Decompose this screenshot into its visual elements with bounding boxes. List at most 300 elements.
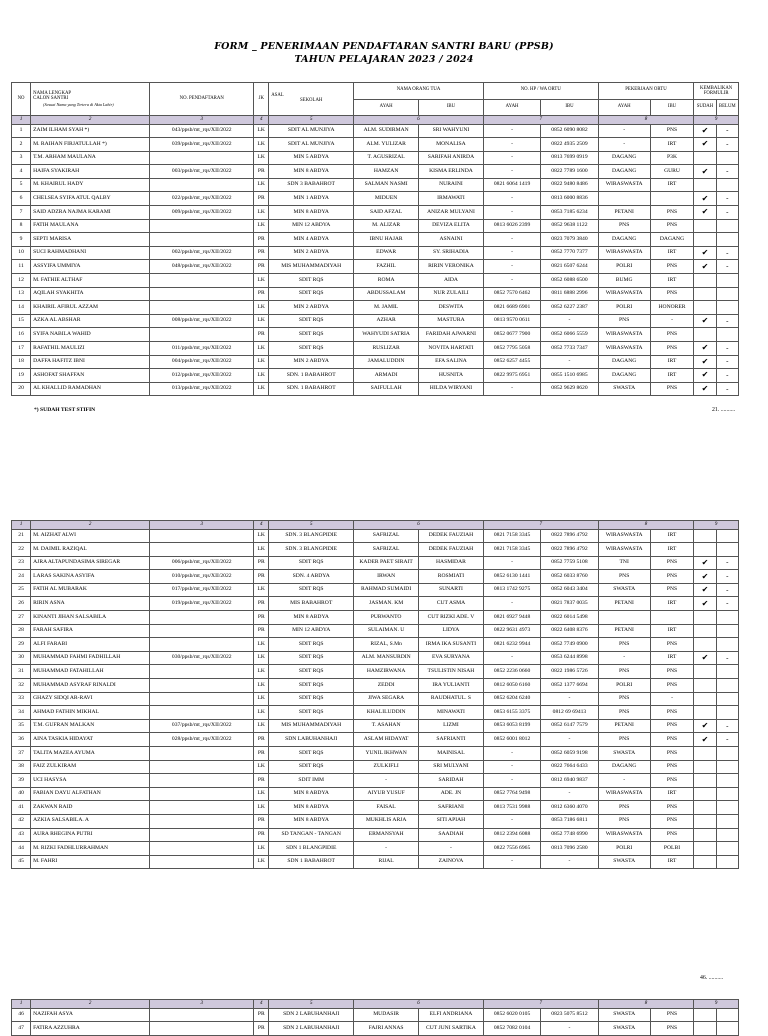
- mother-phone: 0852 7770 7377: [541, 246, 598, 260]
- mother-occupation: DAGANG: [650, 233, 694, 247]
- father-occupation: WIRASWASTA: [598, 287, 650, 301]
- registration-number: 022/ppsb/mt_rqs/XII/2022: [150, 192, 254, 206]
- table-row: [12, 301, 739, 315]
- returned-yes: ✔: [694, 583, 716, 597]
- mother-phone: -: [541, 787, 598, 801]
- column-number-row: [12, 1000, 739, 1009]
- father-name: MUDASIR: [354, 1008, 419, 1022]
- row-number: 4: [12, 165, 31, 179]
- gender: LK: [254, 382, 269, 396]
- registration-number: 039/ppsb/mt_rqs/XII/2022: [150, 138, 254, 152]
- returned-yes: [694, 814, 716, 828]
- returned-yes: ✔: [694, 314, 716, 328]
- mother-name: FARIDAH AJWARNI: [419, 328, 484, 342]
- column-number: 8: [598, 1000, 694, 1009]
- mother-occupation: -: [650, 314, 694, 328]
- mother-name: ASNAINI: [419, 233, 484, 247]
- row-number: 42: [12, 814, 31, 828]
- column-number: 4: [254, 521, 269, 530]
- student-name: AHMAD FATHIN MIKHAL: [31, 706, 150, 720]
- origin-school: SDIT RQS: [269, 638, 354, 652]
- table-row: [12, 206, 739, 220]
- student-name: AJRA ALTAPUNDASIMA SIREGAR: [31, 556, 150, 570]
- mother-name: EFA SALINA: [419, 355, 484, 369]
- father-occupation: BUMG: [598, 274, 650, 288]
- header-kerja-ibu: IBU: [650, 99, 694, 116]
- mother-occupation: IRT: [650, 597, 694, 611]
- returned-no: -: [716, 165, 738, 179]
- header-ibu: IBU: [419, 99, 484, 116]
- row-number: 29: [12, 638, 31, 652]
- row-number: 34: [12, 706, 31, 720]
- origin-school: SDN 3 BABAHROT: [269, 178, 354, 192]
- father-name: FAZHIL: [354, 260, 419, 274]
- father-occupation: SWASTA: [598, 747, 650, 761]
- father-occupation: PETANI: [598, 624, 650, 638]
- father-occupation: WIRASWASTA: [598, 246, 650, 260]
- header-no-pendaftaran: NO. PENDAFTARAN: [150, 83, 254, 116]
- origin-school: SDIT RQS: [269, 328, 354, 342]
- returned-no: -: [716, 192, 738, 206]
- row-number: 18: [12, 355, 31, 369]
- row-number: 45: [12, 855, 31, 869]
- mother-occupation: [650, 611, 694, 625]
- gender: LK: [254, 706, 269, 720]
- header-pekerjaan: PEKERJAAN ORTU: [598, 83, 694, 100]
- row-number: 22: [12, 543, 31, 557]
- father-phone: 0812 6050 6160: [483, 679, 540, 693]
- returned-yes: ✔: [694, 556, 716, 570]
- mother-name: CUT ASMA: [419, 597, 484, 611]
- father-occupation: POLRI: [598, 260, 650, 274]
- row-number: 10: [12, 246, 31, 260]
- row-number: 15: [12, 314, 31, 328]
- father-phone: -: [483, 165, 540, 179]
- mother-name: SY. SRIHADIA: [419, 246, 484, 260]
- mother-name: SITI APIAH: [419, 814, 484, 828]
- student-name: AL KHALLID RAMADHAN: [31, 382, 150, 396]
- father-name: HAMZIRWANA: [354, 665, 419, 679]
- student-name: MUHAMMAD ASYRAF RINALDI: [31, 679, 150, 693]
- father-occupation: PNS: [598, 706, 650, 720]
- father-phone: -: [483, 246, 540, 260]
- registration-number: [150, 692, 254, 706]
- mother-phone: 0853 7185 6234: [541, 206, 598, 220]
- row-number: 19: [12, 369, 31, 383]
- table-row: [12, 192, 739, 206]
- father-name: JIWA SEGARA: [354, 692, 419, 706]
- father-name: RIZAL, S.Mn: [354, 638, 419, 652]
- student-name: FABIAN DAYU ALFATHAN: [31, 787, 150, 801]
- returned-no: [716, 801, 738, 815]
- column-number: 5: [269, 521, 354, 530]
- father-name: AIYUB YUSUF: [354, 787, 419, 801]
- father-occupation: SWASTA: [598, 1022, 650, 1036]
- returned-yes: [694, 828, 716, 842]
- mother-occupation: [650, 192, 694, 206]
- column-number: 3: [150, 1000, 254, 1009]
- column-number-row: [12, 116, 739, 125]
- returned-no: [716, 855, 738, 869]
- registration-number: [150, 233, 254, 247]
- row-number: 6: [12, 192, 31, 206]
- gender: LK: [254, 801, 269, 815]
- origin-school: SDIT RQS: [269, 651, 354, 665]
- row-number: 23: [12, 556, 31, 570]
- gender: PR: [254, 287, 269, 301]
- column-number: 9: [694, 1000, 739, 1009]
- father-phone: -: [483, 274, 540, 288]
- header-no: NO: [12, 83, 31, 116]
- father-occupation: [598, 611, 650, 625]
- mother-name: HASMIDAR: [419, 556, 484, 570]
- father-occupation: POLRI: [598, 301, 650, 315]
- mother-phone: 0852 6090 8082: [541, 124, 598, 138]
- returned-yes: ✔: [694, 382, 716, 396]
- header-asal: [269, 83, 354, 116]
- gender: LK: [254, 651, 269, 665]
- header-jk: JK: [254, 83, 269, 116]
- origin-school: SDN. 1 BABAHROT: [269, 382, 354, 396]
- table-row: [12, 246, 739, 260]
- mother-name: SARIFAH ANIRDA: [419, 151, 484, 165]
- student-name: ZAIM ILHAM SYAH *): [31, 124, 150, 138]
- column-number: 6: [354, 116, 484, 125]
- table-row: [12, 543, 739, 557]
- origin-school: MIS BABAHROT: [269, 597, 354, 611]
- returned-yes: [694, 774, 716, 788]
- gender: LK: [254, 369, 269, 383]
- father-occupation: WIRASWASTA: [598, 529, 650, 543]
- father-phone: 0812 2394 6088: [483, 828, 540, 842]
- header-kerja-ayah: AYAH: [598, 99, 650, 116]
- table-row: [12, 814, 739, 828]
- student-name: T.M. ARHAM MAULANA: [31, 151, 150, 165]
- returned-no: -: [716, 583, 738, 597]
- row-number: 47: [12, 1022, 31, 1036]
- table-row: [12, 679, 739, 693]
- mother-occupation: PNS: [650, 814, 694, 828]
- father-phone: -: [483, 556, 540, 570]
- returned-no: -: [716, 246, 738, 260]
- father-occupation: SWASTA: [598, 583, 650, 597]
- registration-number: [150, 665, 254, 679]
- header-belum: BELUM: [716, 99, 738, 116]
- returned-yes: [694, 301, 716, 315]
- table-row: [12, 801, 739, 815]
- student-name: M. RAIHAN FIRJATULLAH *): [31, 138, 150, 152]
- table-row: [12, 611, 739, 625]
- mother-occupation: PNS: [650, 556, 694, 570]
- father-name: PURWANTO: [354, 611, 419, 625]
- mother-phone: 0852 6088 6500: [541, 274, 598, 288]
- mother-name: SUNARTI: [419, 583, 484, 597]
- row-number: 24: [12, 570, 31, 584]
- returned-no: -: [716, 206, 738, 220]
- origin-school: SDIT RQS: [269, 747, 354, 761]
- student-name: LARAS SAKINA ASYIFA: [31, 570, 150, 584]
- origin-school: SDN. 4 ABDYA: [269, 570, 354, 584]
- mother-occupation: PNS: [650, 570, 694, 584]
- returned-no: [716, 828, 738, 842]
- mother-occupation: PNS: [650, 124, 694, 138]
- origin-school: SDIT AL MUNJIYA: [269, 124, 354, 138]
- returned-no: [716, 692, 738, 706]
- mother-name: IRMA IKA SUSANTI: [419, 638, 484, 652]
- returned-yes: ✔: [694, 138, 716, 152]
- origin-school: MIN 8 ABDYA: [269, 206, 354, 220]
- origin-school: SDIT RQS: [269, 679, 354, 693]
- table-row: [12, 747, 739, 761]
- father-name: SAID AFZAL: [354, 206, 419, 220]
- mother-name: SRI MULYANI: [419, 760, 484, 774]
- returned-no: [716, 679, 738, 693]
- returned-yes: [694, 706, 716, 720]
- student-name: DAFFA HAFITZ IBNI: [31, 355, 150, 369]
- mother-occupation: PNS: [650, 328, 694, 342]
- returned-yes: [694, 842, 716, 856]
- mother-occupation: IRT: [650, 855, 694, 869]
- mother-phone: 0852 9629 8620: [541, 382, 598, 396]
- table-row: [12, 787, 739, 801]
- gender: PR: [254, 828, 269, 842]
- table-row: [12, 219, 739, 233]
- mother-phone: 0822 6408 8376: [541, 624, 598, 638]
- mother-phone: 0852 7733 7347: [541, 342, 598, 356]
- returned-yes: [694, 274, 716, 288]
- returned-no: [716, 233, 738, 247]
- column-number: 7: [483, 1000, 598, 1009]
- table-row: [12, 342, 739, 356]
- student-name: SUCI RAHMADHANI: [31, 246, 150, 260]
- row-number: 36: [12, 733, 31, 747]
- student-name: ASHOFAT SHAFFAN: [31, 369, 150, 383]
- returned-no: [716, 638, 738, 652]
- table-row: [12, 556, 739, 570]
- mother-occupation: PNS: [650, 733, 694, 747]
- student-name: TALITA MAZEA AYUMA: [31, 747, 150, 761]
- father-occupation: DAGANG: [598, 233, 650, 247]
- row-number: 8: [12, 219, 31, 233]
- gender: PR: [254, 733, 269, 747]
- father-phone: -: [483, 233, 540, 247]
- registration-number: [150, 760, 254, 774]
- father-occupation: PNS: [598, 665, 650, 679]
- returned-no: [716, 665, 738, 679]
- returned-no: [716, 611, 738, 625]
- returned-no: [716, 774, 738, 788]
- mother-occupation: PNS: [650, 287, 694, 301]
- student-name: AZKIA SALSABILA. A: [31, 814, 150, 828]
- column-number: 6: [354, 521, 484, 530]
- mother-phone: 0821 7837 0035: [541, 597, 598, 611]
- mother-occupation: IRT: [650, 651, 694, 665]
- mother-name: CUT JUNI SARTIKA: [419, 1022, 484, 1036]
- father-occupation: [598, 192, 650, 206]
- father-phone: 0813 1742 9275: [483, 583, 540, 597]
- father-name: HAMZAN: [354, 165, 419, 179]
- mother-name: MASTURA: [419, 314, 484, 328]
- father-phone: 0852 6204 6240: [483, 692, 540, 706]
- row-number: 37: [12, 747, 31, 761]
- origin-school: SDIT RQS: [269, 706, 354, 720]
- mother-name: NOVITA HARTATI: [419, 342, 484, 356]
- mother-phone: -: [541, 855, 598, 869]
- father-phone: 0813 7531 9988: [483, 801, 540, 815]
- father-name: ROMA: [354, 274, 419, 288]
- father-phone: 0822 9631 4973: [483, 624, 540, 638]
- gender: LK: [254, 355, 269, 369]
- mother-occupation: IRT: [650, 355, 694, 369]
- returned-no: [716, 287, 738, 301]
- gender: LK: [254, 301, 269, 315]
- row-number: 1: [12, 124, 31, 138]
- row-number: 41: [12, 801, 31, 815]
- returned-no: [716, 706, 738, 720]
- header-asal-line2: SEKOLAH: [300, 98, 323, 103]
- father-name: ASLAM HIDAYAT: [354, 733, 419, 747]
- returned-yes: [694, 801, 716, 815]
- father-occupation: -: [598, 774, 650, 788]
- mother-name: HUSNITA: [419, 369, 484, 383]
- returned-no: [716, 529, 738, 543]
- mother-phone: 0852 6227 2387: [541, 301, 598, 315]
- returned-yes: ✔: [694, 342, 716, 356]
- origin-school: MIN 8 ABDYA: [269, 611, 354, 625]
- table-row: [12, 570, 739, 584]
- mother-name: -: [419, 842, 484, 856]
- gender: LK: [254, 583, 269, 597]
- student-name: RAFATHIL MAULIZI: [31, 342, 150, 356]
- mother-phone: 0823 5075 8512: [541, 1008, 598, 1022]
- mother-phone: 0822 7896 4792: [541, 529, 598, 543]
- row-number: 32: [12, 679, 31, 693]
- mother-phone: 0822 9480 8486: [541, 178, 598, 192]
- gender: LK: [254, 529, 269, 543]
- column-number: 7: [483, 521, 598, 530]
- returned-yes: [694, 665, 716, 679]
- father-occupation: WIRASWASTA: [598, 328, 650, 342]
- father-phone: 0821 6064 1419: [483, 178, 540, 192]
- gender: PR: [254, 624, 269, 638]
- origin-school: SDN 2 LABUHANHAJI: [269, 1022, 354, 1036]
- mother-occupation: IRT: [650, 529, 694, 543]
- mother-occupation: PNS: [650, 801, 694, 815]
- mother-phone: -: [541, 355, 598, 369]
- registration-number: 013/ppsb/mt_rqs/XII/2022: [150, 382, 254, 396]
- table-row: [12, 638, 739, 652]
- father-name: KADER PAET SIRAIT: [354, 556, 419, 570]
- returned-yes: ✔: [694, 597, 716, 611]
- origin-school: MIN 8 ABDYA: [269, 165, 354, 179]
- gender: LK: [254, 314, 269, 328]
- returned-yes: ✔: [694, 355, 716, 369]
- continuation-marker-1: 21. ..........: [712, 407, 736, 413]
- father-name: MIDUEN: [354, 192, 419, 206]
- father-occupation: SWASTA: [598, 855, 650, 869]
- gender: LK: [254, 638, 269, 652]
- gender: PR: [254, 774, 269, 788]
- mother-occupation: IRT: [650, 543, 694, 557]
- origin-school: SDIT RQS: [269, 314, 354, 328]
- returned-yes: [694, 178, 716, 192]
- student-name: M. DAIMIL RAZIQAL: [31, 543, 150, 557]
- father-occupation: PNS: [598, 219, 650, 233]
- table-row: [12, 314, 739, 328]
- father-name: SAIFULLAH: [354, 382, 419, 396]
- table-row: [12, 178, 739, 192]
- row-number: 16: [12, 328, 31, 342]
- father-name: ALM. SUDIRMAN: [354, 124, 419, 138]
- father-occupation: DAGANG: [598, 369, 650, 383]
- mother-phone: 0853 6244 8998: [541, 651, 598, 665]
- returned-no: -: [716, 260, 738, 274]
- table-row: [12, 706, 739, 720]
- student-name: FATIH AL MUBARAK: [31, 583, 150, 597]
- returned-yes: [694, 747, 716, 761]
- mother-occupation: PNS: [650, 706, 694, 720]
- table-header: [12, 83, 739, 116]
- registration-number: [150, 1008, 254, 1022]
- row-number: 38: [12, 760, 31, 774]
- returned-no: [716, 624, 738, 638]
- registration-number: [150, 774, 254, 788]
- registration-number: [150, 529, 254, 543]
- father-occupation: POLRI: [598, 679, 650, 693]
- mother-occupation: PNS: [650, 760, 694, 774]
- row-number: 21: [12, 529, 31, 543]
- father-occupation: WIRASWASTA: [598, 342, 650, 356]
- mother-phone: 0822 7789 1600: [541, 165, 598, 179]
- origin-school: SDN 1 BABAHROT: [269, 855, 354, 869]
- registration-number: 009/ppsb/mt_rqs/XII/2022: [150, 206, 254, 220]
- returned-no: -: [716, 597, 738, 611]
- student-name: M. FATHIE ALTHAF: [31, 274, 150, 288]
- returned-yes: ✔: [694, 165, 716, 179]
- returned-yes: [694, 638, 716, 652]
- student-name: ZAKWAN RAID: [31, 801, 150, 815]
- returned-no: -: [716, 382, 738, 396]
- registration-number: [150, 301, 254, 315]
- registration-number: [150, 638, 254, 652]
- mother-phone: 0852 7748 6990: [541, 828, 598, 842]
- father-phone: 0813 6026 2399: [483, 219, 540, 233]
- father-occupation: PNS: [598, 638, 650, 652]
- returned-no: [716, 1008, 738, 1022]
- mother-name: ROSMIATI: [419, 570, 484, 584]
- returned-yes: [694, 624, 716, 638]
- title-line-1: FORM _ PENERIMAAN PENDAFTARAN SANTRI BARU (PPSB): [214, 41, 554, 52]
- header-hp-ibu: IBU: [541, 99, 598, 116]
- header-asal-line1: ASAL: [271, 93, 284, 99]
- returned-no: -: [716, 733, 738, 747]
- mother-phone: 0822 7896 4792: [541, 543, 598, 557]
- origin-school: MIN 4 ABDYA: [269, 233, 354, 247]
- returned-no: [716, 301, 738, 315]
- gender: LK: [254, 842, 269, 856]
- mother-name: LIDYA: [419, 624, 484, 638]
- mother-name: EVA SURYANA: [419, 651, 484, 665]
- origin-school: MIN 8 ABDYA: [269, 814, 354, 828]
- column-number: 9: [694, 116, 739, 125]
- father-phone: 0852 6130 1441: [483, 570, 540, 584]
- mother-phone: 0822 1986 5726: [541, 665, 598, 679]
- mother-name: SAFRIANTI: [419, 733, 484, 747]
- table-row: [12, 855, 739, 869]
- returned-yes: ✔: [694, 206, 716, 220]
- gender: PR: [254, 1022, 269, 1036]
- mother-name: SARIDAH: [419, 774, 484, 788]
